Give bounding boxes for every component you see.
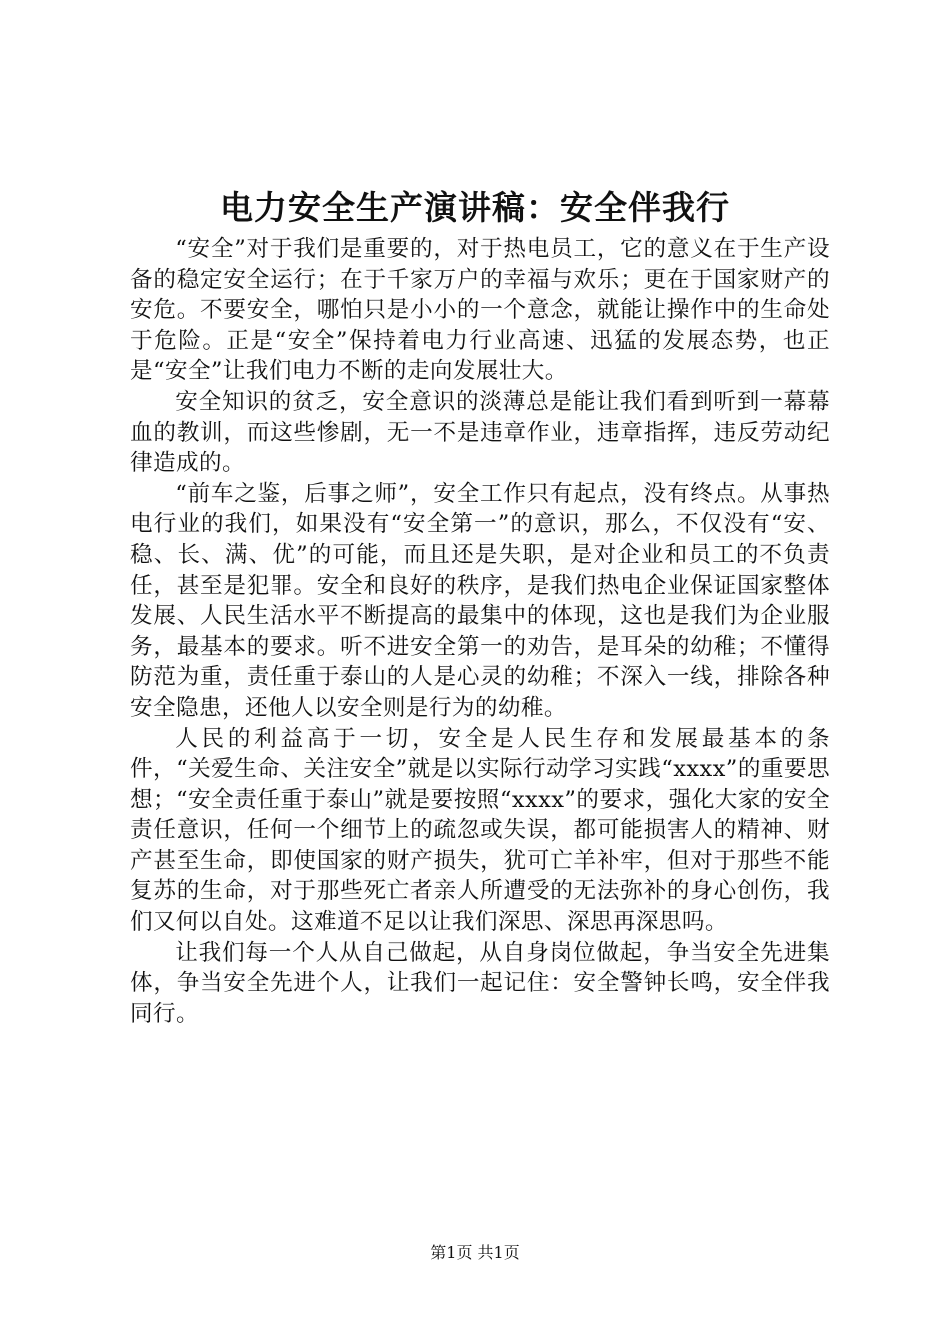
paragraph-3: “前车之鉴，后事之师”，安全工作只有起点，没有终点。从事热电行业的我们，如果没有“安全第一”的意识，那么，不仅没有“安、稳、长、满、优”的可能，而且还是失职，是对企业和员工的不负责任，甚至是犯罪。安全和良好的秩序，是我们热电企业保证国家整体发展、人民生活水平不断提高的最集中的体现，这也是我们为企业服务，最基本的要求。听不进安全第一的劝告，是耳朵的幼稚；不懂得防范为重，责任重于泰山的人是心灵的幼稚；不深入一线，排除各种安全隐患，还他人以安全则是行为的幼稚。 (130, 480, 830, 721)
document-body (130, 234, 830, 1029)
paragraph-4: 人民的利益高于一切，安全是人民生存和发展最基本的条件，“关爱生命、关注安全”就是以实际行动学习实践“xxxx”的重要思想；“安全责任重于泰山”就是要按照“xxxx”的要求，强化大家的安全责任意识，任何一个细节上的疏忽或失误，都可能损害人的精神、财产甚至生命，即使国家的财产损失，犹可亡羊补牢，但对于那些不能复苏的生命，对于那些死亡者亲人所遭受的无法弥补的身心创伤，我们又何以自处。这难道不足以让我们深思、深思再深思吗。 (130, 725, 830, 936)
paragraph-5: 让我们每一个人从自己做起，从自身岗位做起，争当安全先进集体，争当安全先进个人，让我们一起记住：安全警钟长鸣，安全伴我同行。 (130, 939, 830, 1027)
paragraph-2: 安全知识的贫乏，安全意识的淡薄总是能让我们看到听到一幕幕血的教训，而这些惨剧，无一不是违章作业，违章指挥，违反劳动纪律造成的。 (130, 388, 830, 477)
page-footer: 第1页 共1页 (430, 1243, 520, 1262)
paragraph-1: “安全”对于我们是重要的，对于热电员工，它的意义在于生产设备的稳定安全运行；在于千家万户的幸福与欢乐；更在于国家财产的安危。不要安全，哪怕只是小小的一个意念，就能让操作中的生命处于危险。正是“安全”保持着电力行业高速、迅猛的发展态势，也正是“安全”让我们电力不断的走向发展壮大。 (130, 236, 830, 385)
document-title: 电力安全生产演讲稿：安全伴我行 (220, 188, 730, 227)
